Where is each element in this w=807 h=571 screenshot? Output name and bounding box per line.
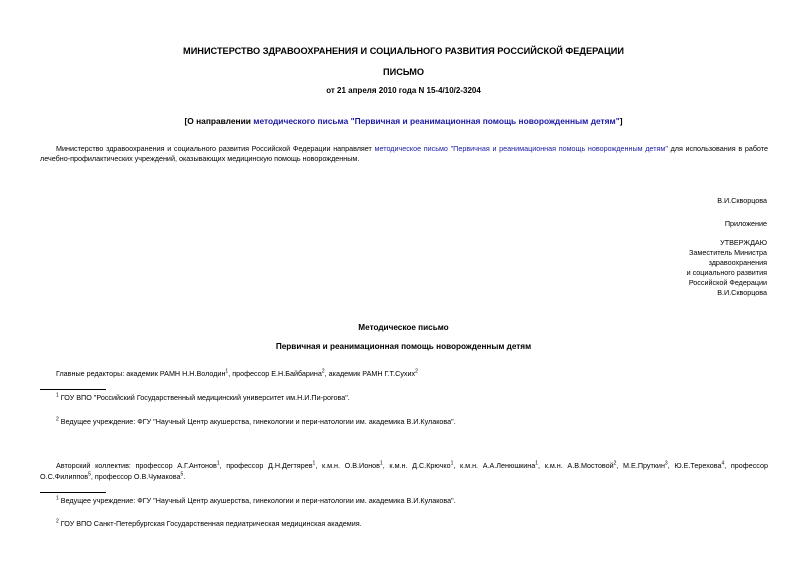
approval-line-4: и социального развития <box>686 268 767 278</box>
approval-line-5: Российской Федерации <box>688 278 767 288</box>
editors-text-c: , академик РАМН Г.Т.Сухих <box>324 369 416 378</box>
footnote-2-1 <box>56 496 456 506</box>
document-date-number: от 21 апреля 2010 года N 15-4/10/2-3204 <box>326 86 481 95</box>
approval-line-2: Заместитель Министра <box>689 248 767 258</box>
authors-paragraph <box>40 460 768 482</box>
document-subject <box>0 116 807 127</box>
footnote-1-2-mark: 2 <box>56 416 59 423</box>
intro-paragraph <box>40 144 768 163</box>
editors-text-a: Главные редакторы: академик РАМН Н.Н.Володин <box>56 369 226 378</box>
subject-link[interactable]: методического письма "Первичная и реанимационная помощь новорожденным детям" <box>253 116 620 126</box>
authors-sup-4[interactable]: 1 <box>450 460 454 467</box>
intro-link[interactable]: методическое письмо "Первичная и реанимационная помощь новорожденным детям" <box>374 144 668 153</box>
intro-text-2: для использования в работе лечебно-профилактических учреждений, оказывающих медицинскую помощь новорожденным. <box>40 144 768 163</box>
signature: В.И.Скворцова <box>717 196 767 205</box>
letter-title: Методическое письмо <box>358 323 449 332</box>
authors-sup-6[interactable]: 2 <box>613 460 617 467</box>
authors-text-1: Авторский коллектив: профессор А.Г.Антонов <box>56 461 217 470</box>
footnote-1-2-text: Ведущее учреждение: ФГУ "Научный Центр акушерства, гинекологии и пери-натологии им. академика В.И.Кулакова". <box>58 417 456 426</box>
editors-sup-c[interactable]: 2 <box>415 368 418 375</box>
authors-text-5: , к.м.н. А.А.Ленюшкина <box>453 461 536 470</box>
authors-sup-7[interactable]: 3 <box>664 460 668 467</box>
approval-line-3: здравоохранения <box>708 258 767 268</box>
footnote-2-1-text: Ведущее учреждение: ФГУ "Научный Центр акушерства, гинекологии и пери-натологии им. академика В.И.Кулакова". <box>58 496 456 505</box>
footnote-1-1-text: ГОУ ВПО "Российский Государственный медицинский университет им.Н.И.Пи-рогова". <box>58 393 350 402</box>
authors-text-11: . <box>183 472 186 482</box>
authors-text-9: , профессор О.С.Филиппов <box>40 461 768 482</box>
authors-text-10: , профессор О.В.Чумакова <box>90 472 181 482</box>
appendix-label: Приложение <box>724 219 767 228</box>
footnote-2-2-mark: 2 <box>56 518 59 525</box>
letter-subtitle: Первичная и реанимационная помощь новорожденным детям <box>275 342 532 351</box>
authors-text-2: , профессор Д.Н.Дегтярев <box>219 461 313 470</box>
authors-text-3: , к.м.н. О.В.Ионов <box>315 461 380 470</box>
footnote-2-2-text: ГОУ ВПО Санкт-Петербургская Государственная педиатрическая медицинская академия. <box>58 519 362 528</box>
footnote-1-1 <box>56 393 350 403</box>
editors-text-b: , профессор Е.Н.Байбарина <box>228 369 322 378</box>
footnote-separator-1 <box>40 389 106 390</box>
approval-line-6: В.И.Скворцова <box>717 288 767 298</box>
footnote-2-1-mark: 1 <box>56 495 59 502</box>
authors-text-7: , М.Е.Пруткин <box>616 461 665 470</box>
authors-sup-1[interactable]: 1 <box>216 460 220 467</box>
authors-sup-3[interactable]: 1 <box>380 460 383 467</box>
authors-text-4: , к.м.н. Д.С.Крючко <box>382 461 451 470</box>
footnote-separator-2 <box>40 492 106 493</box>
authors-sup-8[interactable]: 4 <box>721 460 725 467</box>
footnote-1-1-mark: 1 <box>56 392 59 399</box>
approval-block <box>687 238 767 298</box>
footnote-1-2 <box>56 417 456 427</box>
authors-text-8: , Ю.Е.Терехова <box>667 461 722 470</box>
editors-sup-b[interactable]: 2 <box>321 368 325 375</box>
editors-line <box>56 369 418 379</box>
intro-text-1: Министерство здравоохранения и социального развития Российской Федерации направляет <box>56 144 375 153</box>
authors-sup-5[interactable]: 1 <box>535 460 539 467</box>
footnote-2-2 <box>56 519 362 529</box>
authors-sup-2[interactable]: 1 <box>312 460 316 467</box>
editors-sup-a[interactable]: 1 <box>225 368 229 375</box>
ministry-heading: МИНИСТЕРСТВО ЗДРАВООХРАНЕНИЯ И СОЦИАЛЬНОГО РАЗВИТИЯ РОССИЙСКОЙ ФЕДЕРАЦИИ <box>183 46 624 56</box>
authors-sup-10[interactable]: 5 <box>180 471 184 478</box>
document-type: ПИСЬМО <box>382 67 425 77</box>
subject-open: [О направлении <box>184 116 254 126</box>
subject-close: ] <box>619 116 623 126</box>
authors-text-6: , к.м.н. А.В.Мостовой <box>538 461 614 470</box>
approval-line-1: УТВЕРЖДАЮ <box>720 238 767 247</box>
authors-sup-9[interactable]: 5 <box>88 471 91 478</box>
